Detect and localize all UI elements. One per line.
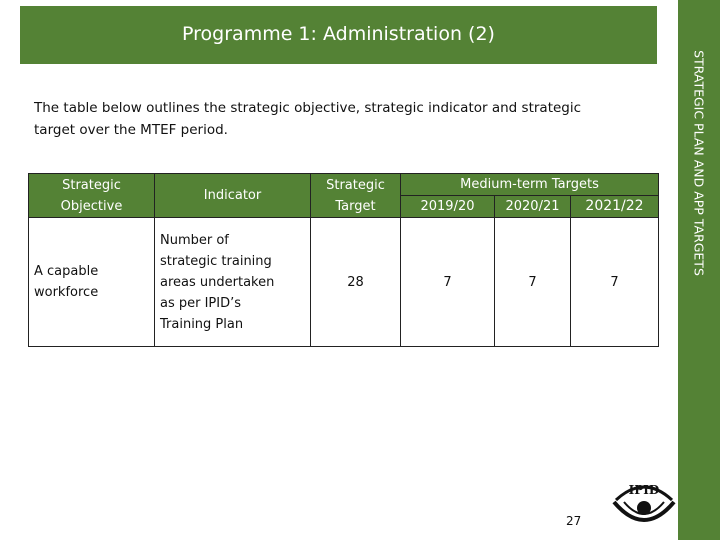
header-objective	[29, 174, 155, 218]
cell-indicator	[155, 218, 311, 347]
cell-objective	[29, 218, 155, 347]
cell-target-2020: 7	[495, 218, 571, 347]
header-year-1: 2019/20	[401, 196, 495, 218]
targets-table	[28, 173, 659, 347]
cell-indicator-line-4: as per IPID’s	[160, 295, 242, 311]
header-year-2: 2020/21	[495, 196, 571, 218]
intro-paragraph	[34, 97, 654, 141]
cell-indicator-line-2: strategic training	[160, 253, 272, 269]
header-year-3: 2021/22	[571, 196, 659, 218]
header-medium-term: Medium-term Targets	[401, 174, 659, 196]
cell-objective-line-1: A capable	[34, 264, 99, 279]
cell-target-2019: 7	[401, 218, 495, 347]
cell-indicator-line-5: Training Plan	[160, 316, 244, 332]
cell-target-2021: 7	[571, 218, 659, 347]
header-row-1	[29, 174, 659, 196]
header-target-line-1: Strategic	[326, 177, 385, 193]
cell-indicator-line-3: areas undertaken	[160, 274, 275, 290]
logo-text: IPID	[628, 483, 660, 497]
title-bar	[20, 6, 657, 64]
side-label-text: STRATEGIC PLAN AND APP TARGETS	[691, 50, 707, 276]
page-number: 27	[566, 514, 582, 528]
logo-pupil	[637, 501, 651, 515]
cell-strategic-target: 28	[311, 218, 401, 347]
cell-indicator-line-1: Number of	[160, 232, 229, 248]
header-target-line-2: Target	[335, 198, 376, 214]
table-row	[29, 218, 659, 347]
header-indicator: Indicator	[155, 174, 311, 218]
header-target	[311, 174, 401, 218]
page-title: Programme 1: Administration (2)	[182, 23, 495, 45]
ipid-logo	[608, 470, 680, 540]
intro-line-1: The table below outlines the strategic objective, strategic indicator and strategic	[34, 100, 582, 116]
header-objective-line-1: Strategic	[62, 177, 121, 193]
header-objective-line-2: Objective	[60, 198, 123, 214]
intro-line-2: target over the MTEF period.	[34, 122, 228, 138]
cell-objective-line-2: workforce	[34, 285, 99, 300]
